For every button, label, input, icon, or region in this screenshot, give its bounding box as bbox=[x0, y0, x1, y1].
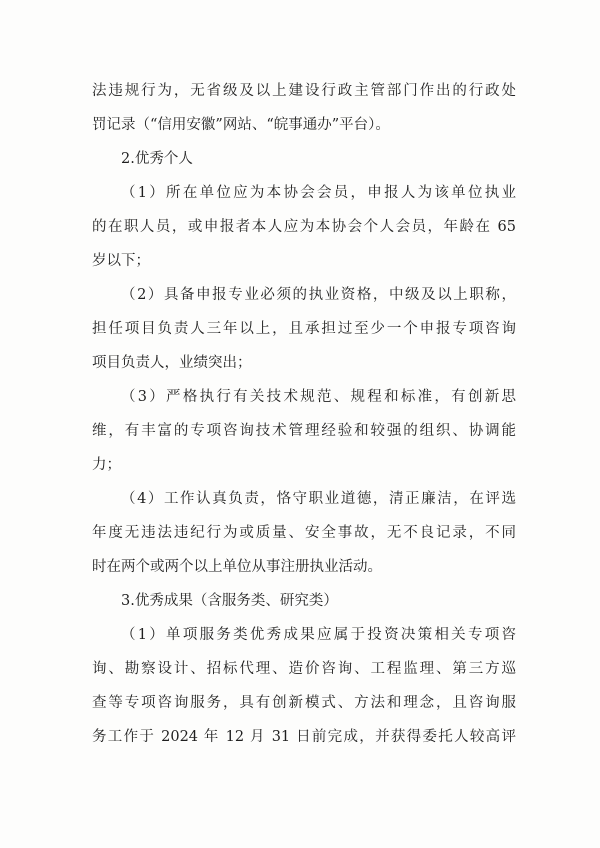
text-line: 的在职人员，或申报者本人应为本协会个人会员，年龄在 65 bbox=[92, 219, 516, 235]
text-line: （2）具备申报专业必须的执业资格，中级及以上职称， bbox=[121, 287, 516, 303]
section-heading-excellent-results: 3.优秀成果（含服务类、研究类） bbox=[121, 593, 338, 609]
text-line: （1）所在单位应为本协会会员，申报人为该单位执业 bbox=[121, 185, 516, 201]
text-line: （3）严格执行有关技术规范、规程和标准，有创新思 bbox=[121, 389, 516, 405]
document-body bbox=[92, 74, 516, 754]
text-line: 法违规行为，无省级及以上建设行政主管部门作出的行政处 bbox=[92, 83, 516, 99]
text-line: 担任项目负责人三年以上，且承担过至少一个申报专项咨询 bbox=[92, 321, 516, 337]
text-line: 维，有丰富的专项咨询技术管理经验和较强的组织、协调能 bbox=[92, 423, 516, 439]
text-line: 岁以下； bbox=[92, 253, 150, 269]
section-heading-excellent-individual: 2.优秀个人 bbox=[121, 151, 193, 167]
text-line: 查等专项咨询服务，具有创新模式、方法和理念，且咨询服 bbox=[92, 695, 516, 711]
text-line: （4）工作认真负责，恪守职业道德，清正廉洁，在评选 bbox=[121, 491, 516, 507]
text-line: 罚记录（“信用安徽”网站、“皖事通办”平台）。 bbox=[92, 117, 390, 133]
text-line: 年度无违法违纪行为或质量、安全事故，无不良记录，不同 bbox=[92, 525, 516, 541]
text-line: 时在两个或两个以上单位从事注册执业活动。 bbox=[92, 559, 382, 575]
text-line: 询、勘察设计、招标代理、造价咨询、工程监理、第三方巡 bbox=[92, 661, 516, 677]
text-line: 项目负责人，业绩突出； bbox=[92, 355, 252, 371]
text-line: 务工作于 2024 年 12 月 31 日前完成，并获得委托人较高评 bbox=[92, 729, 516, 745]
text-line: 力； bbox=[92, 457, 121, 473]
text-line: （1）单项服务类优秀成果应属于投资决策相关专项咨 bbox=[121, 627, 516, 643]
